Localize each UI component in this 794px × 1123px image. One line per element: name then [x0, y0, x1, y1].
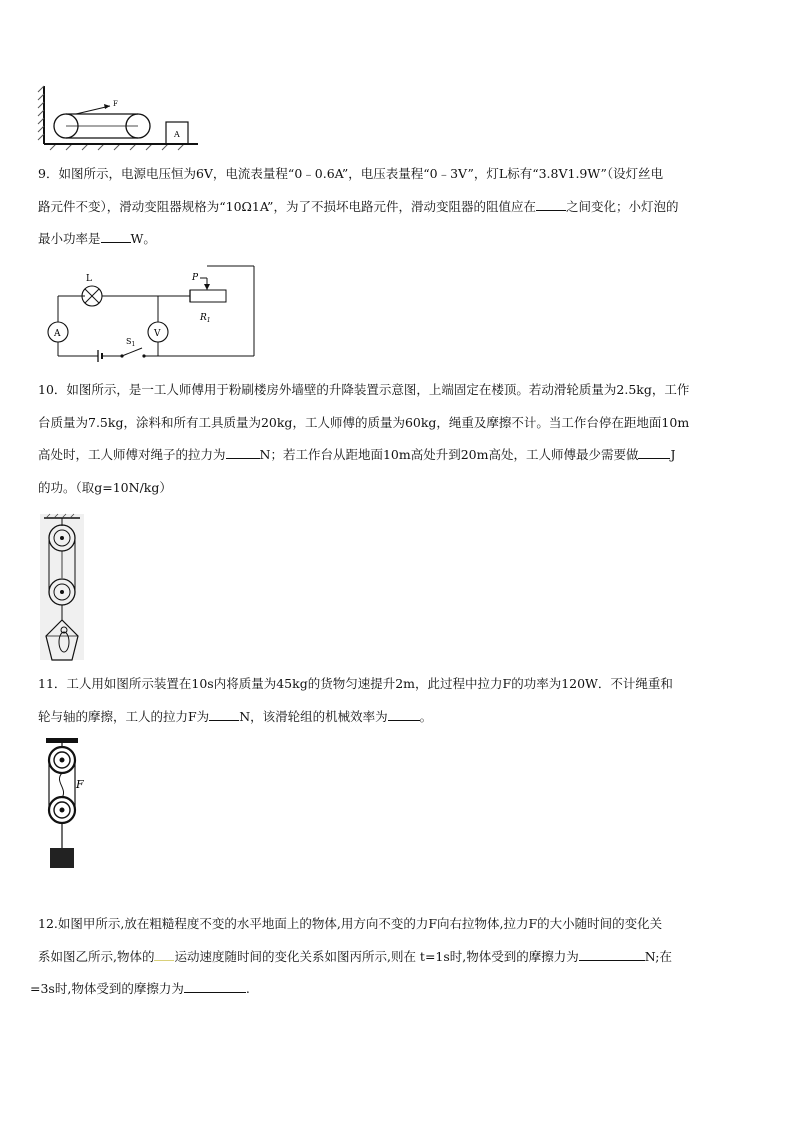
- q10-line2: 台质量为7.5kg，涂料和所有工具质量为20kg，工人师傅的质量为60kg，绳重及摩擦不计。当工作台停在距地面10m: [38, 414, 690, 430]
- figure-circuit: [40, 262, 260, 362]
- q10-line3: 高处时，工人师傅对绳子的拉力为 N；若工作台从距地面10m高处升到20m高处，工人师傅最少需要做 J: [38, 439, 760, 472]
- q11-line1: 11．工人用如图所示装置在10s内将质量为45kg的货物匀速提升2m，此过程中拉力F的功率为120W．不计绳重和: [38, 676, 673, 691]
- answer-blank[interactable]: [226, 444, 260, 459]
- q10-line4: 的功。（取g=10N/kg）: [38, 479, 172, 495]
- slider-label: P: [192, 273, 199, 283]
- answer-blank[interactable]: [536, 196, 566, 211]
- voltmeter-label: V: [154, 329, 161, 339]
- answer-blank[interactable]: [388, 706, 420, 721]
- q9-line1: 9．如图所示，电源电压恒为6V，电流表量程“0﹣0.6A”，电压表量程“0﹣3V”，灯L标有“3.8V1.9W”（设灯丝电: [38, 166, 664, 181]
- figure-belt-pulley: [36, 84, 206, 154]
- q12-line2: 系如图乙所示,物体的 运动速度随时间的变化关系如图丙所示,则在 t=1s时,物体受到的摩擦力为 N;在: [38, 941, 760, 974]
- force-label: F: [113, 100, 118, 108]
- q9-line2: 路元件不变），滑动变阻器规格为“10Ω1A”，为了不损坏电路元件，滑动变阻器的阻值应在 之间变化；小灯泡的: [38, 191, 760, 224]
- q12-line3: =3s时,物体受到的摩擦力为 .: [30, 973, 760, 1006]
- force-label: F: [76, 778, 84, 791]
- lamp-label: L: [86, 274, 92, 284]
- answer-blank[interactable]: [209, 706, 239, 721]
- answer-blank[interactable]: [101, 228, 131, 243]
- figure-pulley-block: [38, 736, 94, 870]
- answer-blank[interactable]: [638, 444, 670, 459]
- q10-line1: 10．如图所示，是一工人师傅用于粉刷楼房外墙壁的升降装置示意图，上端固定在楼顶。若动滑轮质量为2.5kg，工作: [38, 382, 690, 397]
- question-12: [30, 908, 760, 1006]
- question-11: [38, 668, 760, 733]
- rheostat-label: $R_1$: [200, 313, 211, 324]
- block-label: A: [174, 130, 180, 139]
- q11-line2: 轮与轴的摩擦，工人的拉力F为 N，该滑轮组的机械效率为 。: [38, 701, 760, 734]
- answer-blank[interactable]: [184, 978, 246, 993]
- question-10: [38, 374, 760, 504]
- ammeter-label: A: [54, 329, 61, 339]
- question-9: [38, 158, 760, 256]
- figure-lift-pulley: [38, 512, 88, 662]
- switch-label: $S_1$: [126, 337, 136, 348]
- q9-line3: 最小功率是 W。: [38, 223, 760, 256]
- answer-blank[interactable]: [579, 946, 645, 961]
- q12-line1: 12.如图甲所示,放在粗糙程度不变的水平地面上的物体,用方向不变的力F向右拉物体,拉力F的大小随时间的变化关: [38, 916, 663, 931]
